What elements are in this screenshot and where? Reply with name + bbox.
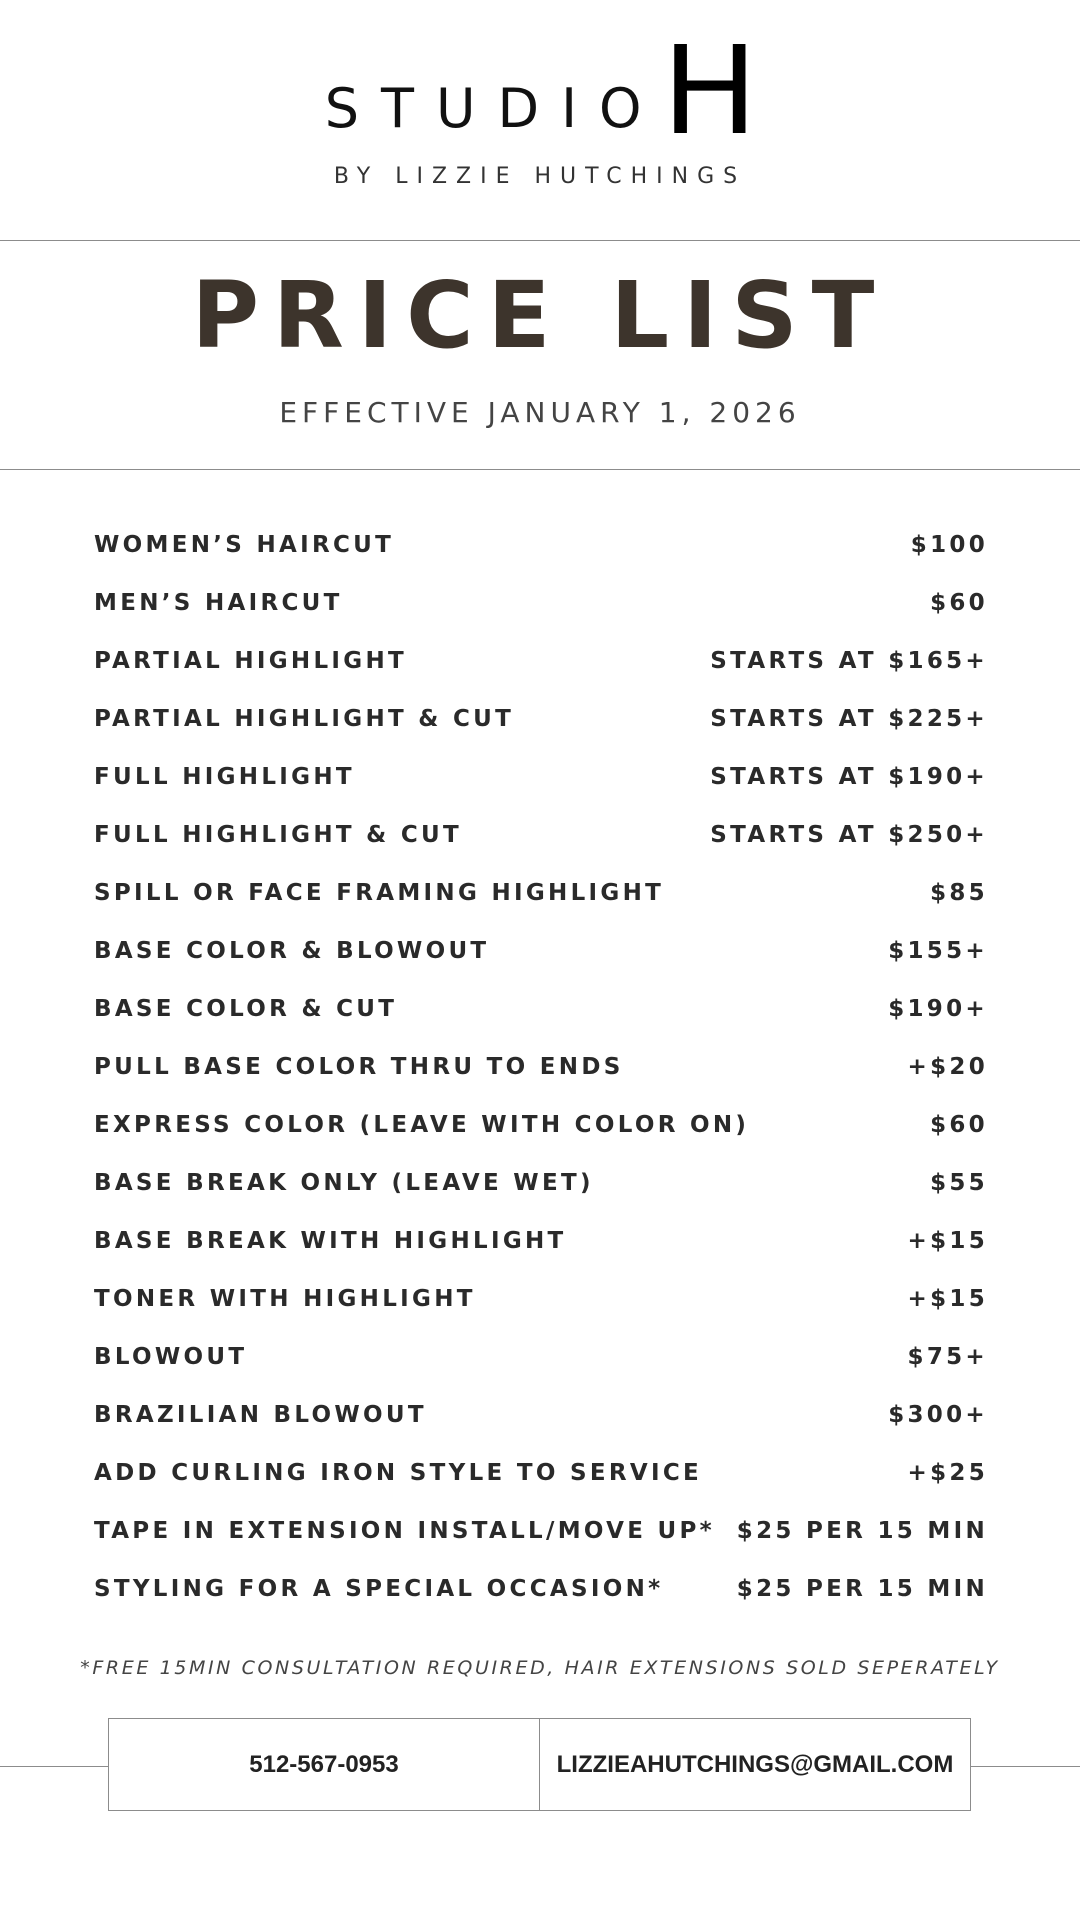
page-title: PRICE LIST [191,262,889,369]
service-price: +$25 [907,1460,988,1486]
service-name: PARTIAL HIGHLIGHT & CUT [94,706,515,732]
service-name: FULL HIGHLIGHT [94,764,355,790]
contact-phone: 512-567-0953 [249,1750,399,1778]
service-row [94,516,988,574]
service-row [94,632,988,690]
service-name: ADD CURLING IRON STYLE TO SERVICE [94,1460,703,1486]
service-price: STARTS AT $225+ [710,706,988,732]
service-row [94,1328,988,1386]
service-price: $100 [910,532,988,558]
contact-box [108,1718,971,1811]
service-name: TAPE IN EXTENSION INSTALL/MOVE UP* [94,1518,716,1544]
contact-line-right [971,1766,1080,1767]
service-row [94,1502,988,1560]
service-price: $60 [930,1112,988,1138]
brand-byline: BY LIZZIE HUTCHINGS [333,164,747,189]
service-row [94,1270,988,1328]
service-name: MEN’S HAIRCUT [94,590,343,616]
service-name: STYLING FOR A SPECIAL OCCASION* [94,1576,664,1602]
service-name: EXPRESS COLOR (LEAVE WITH COLOR ON) [94,1112,750,1138]
service-row [94,1096,988,1154]
service-row [94,690,988,748]
service-name: BASE COLOR & CUT [94,996,398,1022]
service-row [94,806,988,864]
service-row [94,922,988,980]
service-price: +$15 [907,1228,988,1254]
service-row [94,1038,988,1096]
service-name: PARTIAL HIGHLIGHT [94,648,407,674]
contact-line-left [0,1766,108,1767]
service-row [94,748,988,806]
service-row [94,1560,988,1618]
service-price-list [94,516,988,1618]
service-price: STARTS AT $190+ [710,764,988,790]
brand-letter: H [661,20,758,162]
service-name: BLOWOUT [94,1344,248,1370]
service-row [94,980,988,1038]
service-price: STARTS AT $250+ [710,822,988,848]
divider-middle [0,469,1080,470]
service-row [94,1154,988,1212]
service-name: BASE COLOR & BLOWOUT [94,938,490,964]
footnote: *FREE 15MIN CONSULTATION REQUIRED, HAIR EXTENSIONS SOLD SEPERATELY [80,1657,1000,1679]
service-price: +$15 [907,1286,988,1312]
service-price: $25 PER 15 MIN [736,1576,988,1602]
service-row [94,1444,988,1502]
contact-email: LIZZIEAHUTCHINGS@GMAIL.COM [539,1719,970,1810]
brand-word: STUDIO [324,76,664,140]
service-price: $190+ [888,996,988,1022]
service-price: $60 [930,590,988,616]
service-price: $300+ [888,1402,988,1428]
divider-top [0,240,1080,241]
service-row [94,1386,988,1444]
service-row [94,574,988,632]
service-name: PULL BASE COLOR THRU TO ENDS [94,1054,624,1080]
service-price: $75+ [907,1344,988,1370]
service-price: $25 PER 15 MIN [736,1518,988,1544]
service-row [94,1212,988,1270]
service-name: SPILL OR FACE FRAMING HIGHLIGHT [94,880,665,906]
service-name: FULL HIGHLIGHT & CUT [94,822,462,848]
service-name: BASE BREAK ONLY (LEAVE WET) [94,1170,594,1196]
service-name: BRAZILIAN BLOWOUT [94,1402,427,1428]
brand-logo [0,20,1080,162]
effective-date: EFFECTIVE JANUARY 1, 2026 [279,396,801,429]
service-row [94,864,988,922]
service-name: BASE BREAK WITH HIGHLIGHT [94,1228,567,1254]
service-price: $85 [930,880,988,906]
service-price: +$20 [907,1054,988,1080]
service-price: $55 [930,1170,988,1196]
service-price: $155+ [888,938,988,964]
service-price: STARTS AT $165+ [710,648,988,674]
service-name: WOMEN’S HAIRCUT [94,532,395,558]
service-name: TONER WITH HIGHLIGHT [94,1286,476,1312]
